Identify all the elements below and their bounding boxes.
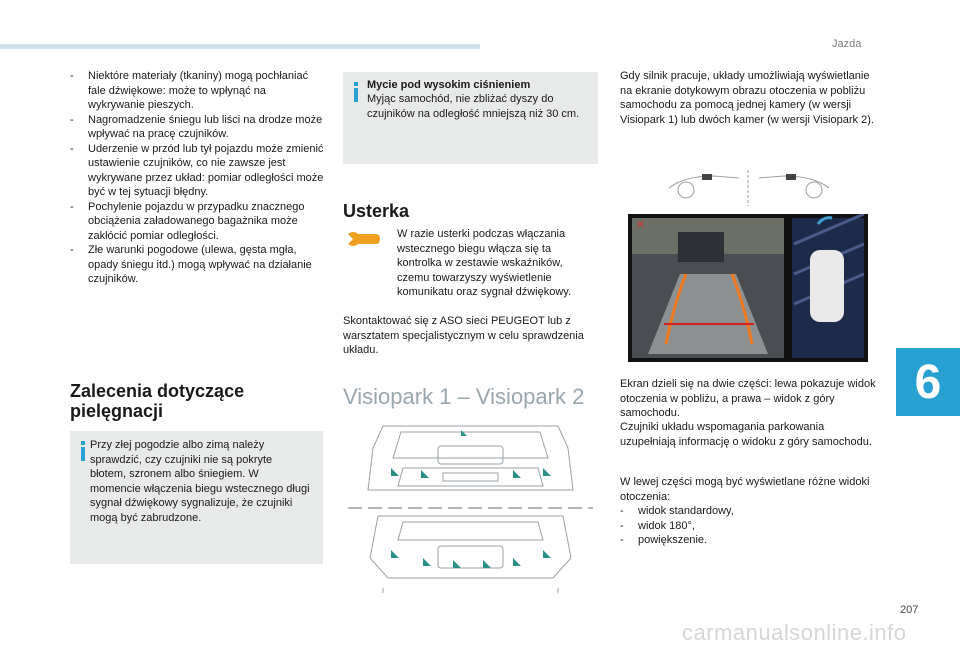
section-name: Jazda (832, 38, 862, 50)
care-note-box (70, 431, 323, 564)
camera-position-illustration (664, 168, 834, 208)
list-item: - Nagromadzenie śniegu lub liści na drodze może wpływać na pracę czujników. (70, 113, 325, 142)
care-heading-line1: Zalecenia dotyczące (70, 381, 245, 401)
pressure-note-text: Myjąc samochód, nie zbliżać dyszy do czujników na odległość mniejszą niż 30 cm. (367, 93, 580, 120)
info-icon (351, 82, 361, 102)
sensors-text: Czujniki układu wspomagania parkowania uzupełniają informację o widoku z góry samochodu. (620, 421, 872, 448)
list-item: - Złe warunki pogodowe (ulewa, gęsta mgła, opady śniegu itd.) mogą wpływać na działanie czujników. (70, 243, 325, 287)
watermark: carmanualsonline.info (682, 620, 907, 645)
intro-text: Gdy silnik pracuje, układy umożliwiają wyświetlanie na ekranie dotykowym obrazu otoczenia w pobliżu samochodu za pomocą jednej kamery (w wersji Visiopark 1) lub dwóch kamer (w wersji Visiopark 2). (620, 70, 874, 126)
screen-text: Ekran dzieli się na dwie części: lewa pokazuje widok otoczenia w pobliżu, a prawa – widok z góry samochodu. (620, 378, 876, 419)
car-sensors-illustration (343, 418, 598, 593)
care-heading-line2: pielęgnacji (70, 401, 164, 421)
list-item: - Uderzenie w przód lub tył pojazdu może zmienić ustawienie czujników, co nie zawsze jest wykrywane przez układ: pomiar odległości może być w tej sytuacji błędny. (70, 142, 325, 200)
header-accent-bar (0, 44, 480, 49)
visiopark-heading: Visiopark 1 – Visiopark 2 (343, 384, 585, 409)
chapter-tab: 6 (896, 348, 960, 416)
list-item: - widok 180°, (620, 519, 820, 534)
pressure-note-title: Mycie pod wysokim ciśnieniem (367, 79, 531, 91)
list-item: - powiększenie. (620, 533, 820, 548)
list-item: - Niektóre materiały (tkaniny) mogą pochłaniać fale dźwiękowe: może to wpłynąć na wykrywanie pieszych. (70, 69, 325, 113)
list-item: - Pochylenie pojazdu w przypadku znacznego obciążenia załadowanego bagażnika może zakłócić pomiar odległości. (70, 200, 325, 244)
wrench-icon (346, 228, 382, 250)
page-number: 207 (900, 604, 919, 616)
fault-text: W razie usterki podczas włączania wstecznego biegu włącza się ta kontrolka w zestawie wskaźników, czemu towarzyszy wyświetlenie komunikatu oraz sygnał dźwiękowy. (397, 228, 572, 298)
pressure-note-box (343, 72, 598, 164)
svg-text:✕: ✕ (636, 219, 646, 231)
contact-text: Skontaktować się z ASO sieci PEUGEOT lub z warsztatem specjalistycznym w celu sprawdzenia układu. (343, 315, 584, 356)
care-note-text: Przy złej pogodzie albo zimą należy sprawdzić, czy czujniki nie są pokryte błotem, szronem albo śniegiem. W momencie włączenia biegu wstecznego długi sygnał dźwiękowy sygnalizuje, że czujniki mogą być zabrudzone. (90, 439, 310, 524)
care-heading (70, 381, 320, 421)
list-item: - widok standardowy, (620, 504, 820, 519)
fault-heading: Usterka (343, 201, 410, 221)
views-intro: W lewej części mogą być wyświetlane różne widoki otoczenia: (620, 476, 870, 503)
limitations-list (70, 69, 325, 287)
camera-screen-illustration (628, 214, 868, 362)
views-list (620, 504, 820, 548)
info-icon (78, 441, 88, 461)
